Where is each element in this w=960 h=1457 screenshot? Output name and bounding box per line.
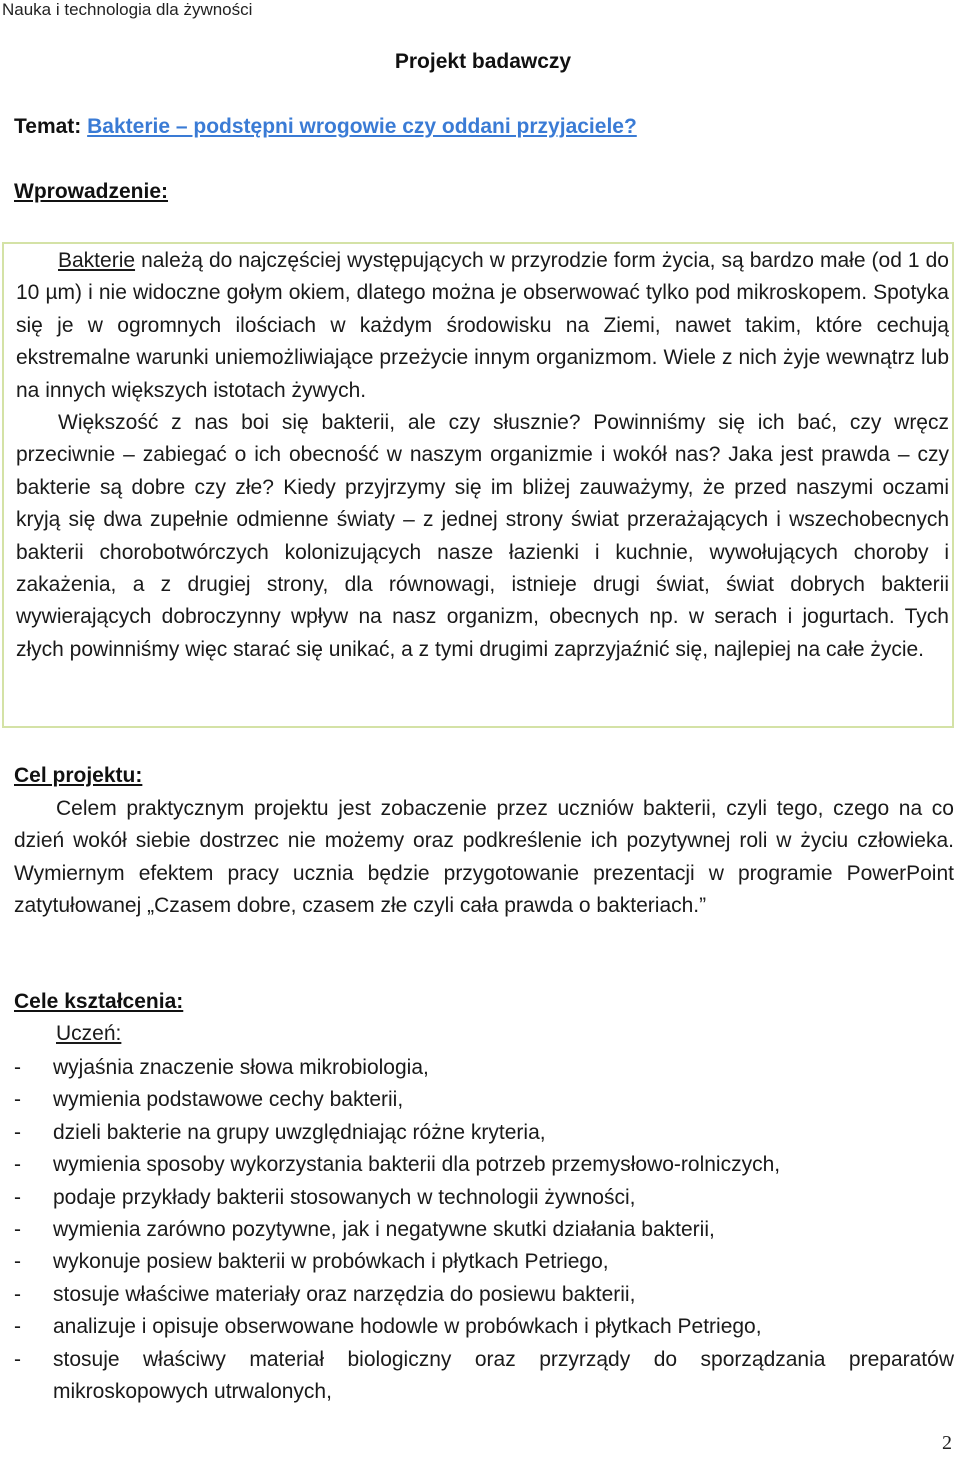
list-item-text: stosuje właściwy materiał biologiczny oraz przyrządy do sporządzania preparatów mikroskopowych utrwalonych,	[53, 1347, 954, 1404]
goal-heading: Cel projektu:	[14, 764, 143, 787]
bullet-dash: -	[14, 1120, 21, 1144]
bullet-dash: -	[14, 1315, 21, 1339]
bullet-dash: -	[14, 1218, 21, 1242]
topic-line	[14, 115, 637, 139]
intro-term-link[interactable]: Bakterie	[58, 249, 136, 272]
list-item	[14, 1344, 954, 1409]
intro-box	[2, 242, 954, 728]
running-header: Nauka i technologia dla żywności	[2, 0, 253, 19]
list-item	[14, 1311, 954, 1343]
bullet-dash: -	[14, 1347, 21, 1371]
bullet-dash: -	[14, 1250, 21, 1274]
list-item-text: wymienia podstawowe cechy bakterii,	[53, 1088, 404, 1112]
list-item	[14, 1052, 954, 1084]
topic-link[interactable]: Bakterie – podstępni wrogowie czy oddani przyjaciele?	[87, 115, 637, 138]
intro-paragraph-1	[16, 245, 949, 407]
list-item	[14, 1084, 954, 1116]
list-item-text: wymienia sposoby wykorzystania bakterii dla potrzeb przemysłowo-rolniczych,	[53, 1153, 781, 1177]
intro-paragraph-2	[16, 407, 949, 666]
bullet-dash: -	[14, 1153, 21, 1177]
outcomes-list	[14, 1052, 954, 1408]
page-number: 2	[942, 1432, 952, 1454]
list-item-text: stosuje właściwe materiały oraz narzędzia do posiewu bakterii,	[53, 1282, 636, 1306]
list-item-text: analizuje i opisuje obserwowane hodowle w probówkach i płytkach Petriego,	[53, 1315, 762, 1339]
bullet-dash: -	[14, 1185, 21, 1209]
list-item-text: wymienia zarówno pozytywne, jak i negatywne skutki działania bakterii,	[53, 1218, 715, 1242]
list-item	[14, 1279, 954, 1311]
goal-paragraph	[14, 793, 954, 923]
bullet-dash: -	[14, 1088, 21, 1112]
list-item	[14, 1182, 954, 1214]
intro-text	[16, 245, 949, 666]
intro-paragraph-2-text: Większość z nas boi się bakterii, ale czy słusznie? Powinniśmy się ich bać, czy wręcz przeciwnie – zabiegać o ich obecność w naszym organizmie i wokół nas? Jaka jest prawda – czy bakterie są dobre czy złe? Kiedy przyjrzymy się im bliżej zauważymy, że przed naszymi oczami kryją się dwa zupełnie odmienne światy – z jednej strony świat przerażających i wszechobecnych bakterii chorobotwórczych kolonizujących nasze łazienki i kuchnie, wywołujących choroby i zakażenia, a z drugiej strony, dla równowagi, istnieje drugi świat, świat dobrych bakterii wywierających dobroczynny wpływ na nasz organizm, obecnych np. w serach i jogurtach. Tych złych powinniśmy więc starać się unikać, a z tymi drugimi zaprzyjaźnić się, najlepiej na całe życie.	[16, 411, 949, 661]
list-item	[14, 1117, 954, 1149]
list-item-text: dzieli bakterie na grupy uwzględniając różne kryteria,	[53, 1120, 546, 1144]
intro-paragraph-1-text: należą do najczęściej występujących w przyrodzie form życia, są bardzo małe (od 1 do 10 µm) i nie widoczne gołym okiem, dlatego można je obserwować tylko pod mikroskopem. Spotyka się je w ogromnych ilościach w każdym środowisku na Ziemi, nawet takim, które cechują ekstremalne warunki uniemożliwiające przeżycie innym organizmom. Wiele z nich żyje wewnątrz lub na innych większych istotach żywych.	[16, 249, 949, 402]
education-heading: Cele kształcenia:	[14, 990, 184, 1013]
goal-paragraph-text: Celem praktycznym projektu jest zobaczenie przez uczniów bakterii, czyli tego, czego na co dzień wokół siebie dostrzec nie możemy oraz podkreślenie ich pozytywnej roli w życiu człowieka. Wymiernym efektem pracy ucznia będzie przygotowanie prezentacji w programie PowerPoint zatytułowanej „Czasem dobre, czasem złe czyli cała prawda o bakteriach.”	[14, 797, 954, 918]
list-item-text: wykonuje posiew bakterii w probówkach i płytkach Petriego,	[53, 1250, 609, 1274]
list-item-text: podaje przykłady bakterii stosowanych w technologii żywności,	[53, 1185, 636, 1209]
bullet-dash: -	[14, 1056, 21, 1079]
list-item	[14, 1214, 954, 1246]
list-item-text: wyjaśnia znaczenie słowa mikrobiologia,	[53, 1056, 429, 1079]
list-item	[14, 1246, 954, 1278]
list-item	[14, 1149, 954, 1181]
document-title: Projekt badawczy	[394, 50, 572, 73]
topic-label: Temat:	[14, 115, 82, 138]
intro-heading: Wprowadzenie:	[14, 180, 169, 203]
learner-label: Uczeń:	[56, 1022, 122, 1045]
bullet-dash: -	[14, 1282, 21, 1306]
